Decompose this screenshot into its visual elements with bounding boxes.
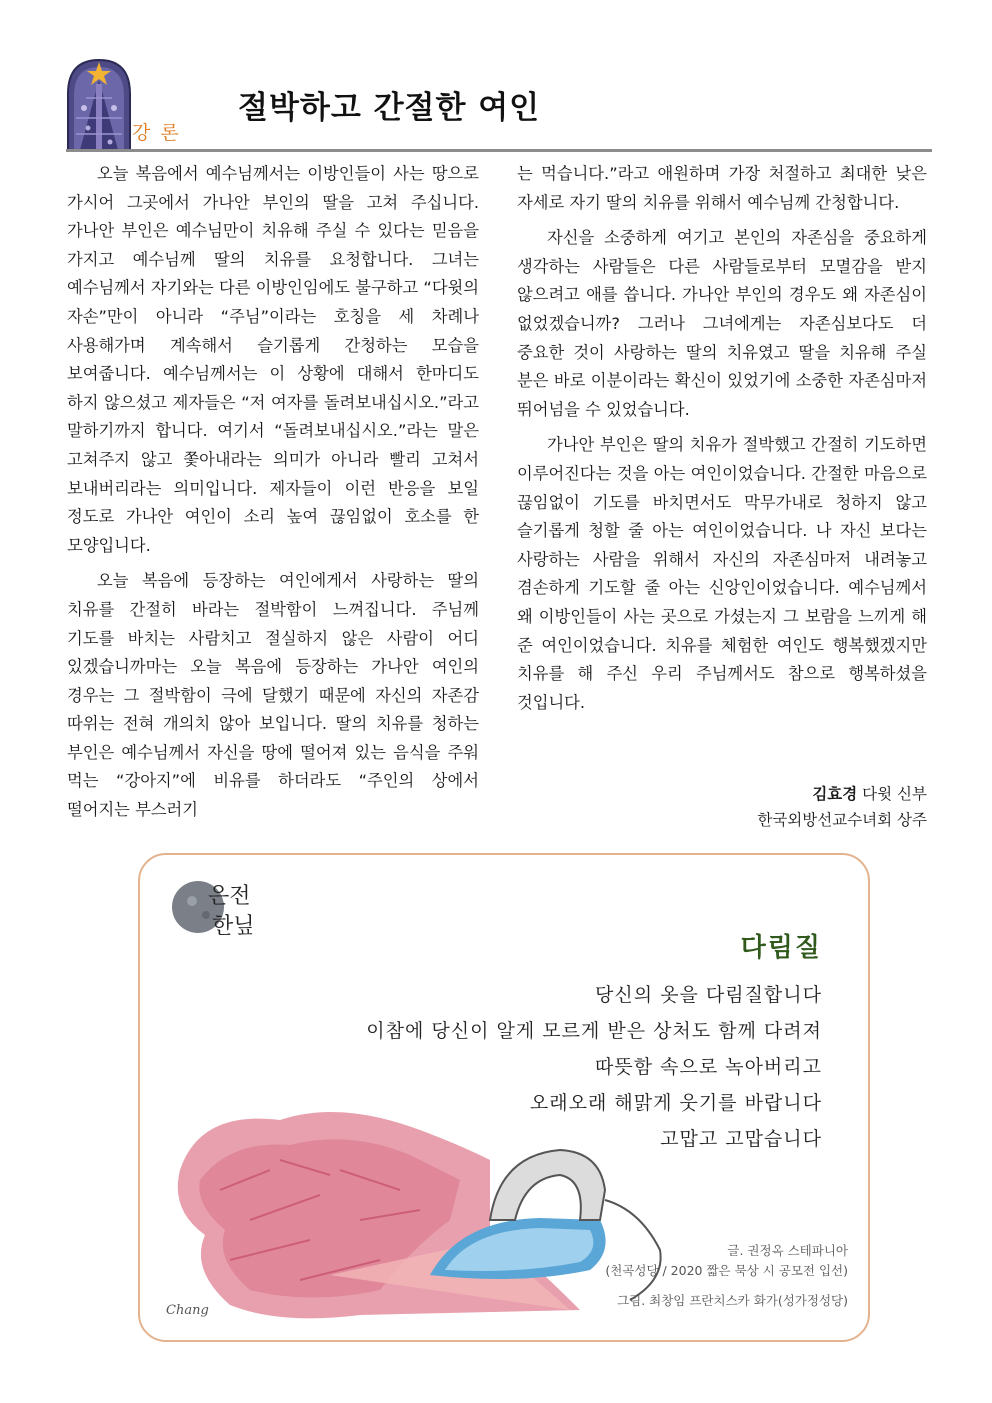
poem-line: 당신의 옷을 다림질합니다 — [595, 984, 822, 1006]
iron-handle — [490, 1150, 605, 1220]
credit-source: (천곡성당 / 2020 짧은 묵상 시 공모전 입선) — [605, 1263, 848, 1278]
header-divider — [66, 149, 932, 152]
author-name: 김효경 — [812, 785, 858, 803]
poem-credits — [605, 1241, 848, 1311]
svg-text:은전: 은전 — [208, 884, 251, 909]
article-column-left — [67, 160, 479, 832]
eunjeon-hannip-logo — [168, 873, 278, 947]
ironing-illustration — [160, 1100, 680, 1332]
poem-line: 이참에 당신이 알게 모르게 받은 상처도 함께 다려져 — [366, 1020, 822, 1042]
article-title: 절박하고 간절한 여인 — [238, 90, 541, 126]
article-paragraph: 오늘 복음에 등장하는 여인에게서 사랑하는 딸의 치유를 간절히 바라는 절박함이 느껴집니다. 주님께 기도를 바치는 사람치고 절실하지 않은 사람이 어디 있겠습니까마는 오늘 복음에 등장하는 가나안 여인의 경우는 그 절박함이 극에 달했기 때문에 자신의 자존감 따위는 전혀 개의치 않아 보입니다. 딸의 치유를 청하는 부인은 예수님께서 자신을 땅에 떨어져 있는 음식을 주워 먹는 “강아지”에 비유를 하더라도 “주인의 상에서 떨어지는 부스러기 — [67, 571, 479, 820]
credit-artist: 그림. 최창임 프란치스카 화가(성가정성당) — [617, 1293, 848, 1308]
article-paragraph-continued: 는 먹습니다.”라고 애원하며 가장 처절하고 최대한 낮은 자세로 자기 딸의 치유를 위해서 예수님께 간청합니다. — [517, 164, 927, 212]
poem-line: 고맙고 고맙습니다 — [660, 1128, 822, 1150]
poem-card — [138, 853, 870, 1342]
author-title: 다윗 신부 — [862, 785, 927, 803]
author-organization: 한국외방선교수녀회 상주 — [757, 811, 927, 829]
page-header — [66, 58, 932, 152]
poem-line: 오래오래 해맑게 웃기를 바랍니다 — [529, 1092, 822, 1114]
poem-title: 다림질 — [740, 933, 822, 963]
svg-text:한닢: 한닢 — [212, 914, 255, 939]
artist-signature: Chang — [166, 1303, 209, 1318]
section-label: 강론 — [132, 122, 189, 144]
poem-line: 따뜻함 속으로 녹아버리고 — [595, 1056, 822, 1078]
article-column-right — [517, 160, 927, 724]
article-paragraph: 가나안 부인은 딸의 치유가 절박했고 간절히 기도하면 이루어진다는 것을 아는 여인이었습니다. 간절한 마음으로 끊임없이 기도를 바치면서도 막무가내로 청하지 않고 슬기롭게 청할 줄 아는 여인이었습니다. 나 자신 보다는 사랑하는 사람을 위해서 자신의 자존심마저 내려놓고 겸손하게 기도할 줄 아는 신앙인이었습니다. 예수님께서 왜 이방인들이 사는 곳으로 가셨는지 그 보람을 느끼게 해 준 여인이었습니다. 치유를 체험한 여인도 행복했겠지만 치유를 해 주신 우리 주님께서도 참으로 행복하셨을 것입니다. — [517, 435, 927, 712]
article-paragraph: 자신을 소중하게 여기고 본인의 자존심을 중요하게 생각하는 사람들은 다른 사람들로부터 모멸감을 받지 않으려고 애를 씁니다. 가나안 부인의 경우도 왜 자존심이 없었겠습니까? 그러나 그녀에게는 자존심보다도 더 중요한 것이 사랑하는 딸의 치유였고 딸을 치유해 주실 분은 바로 이분이라는 확신이 있었기에 소중한 자존심마저 뛰어넘을 수 있었습니다. — [517, 228, 927, 419]
stained-glass-window-icon — [66, 58, 132, 150]
article-paragraph: 오늘 복음에서 예수님께서는 이방인들이 사는 땅으로 가시어 그곳에서 가나안 부인의 딸을 고쳐 주십니다. 가나안 부인은 예수님만이 치유해 주실 수 있다는 믿음을 가지고 예수님께 딸의 치유를 요청합니다. 그녀는 예수님께서 자기와는 다른 이방인임에도 불구하고 “다윗의 자손”만이 아니라 “주님”이라는 호칭을 세 차례나 사용해가며 계속해서 슬기롭게 간청하는 모습을 보여줍니다. 예수님께서는 이 상황에 대해서 한마디도 하지 않으셨고 제자들은 “저 여자를 돌려보내십시오.”라고 말하기까지 합니다. 여기서 “돌려보내십시오.”라는 말은 고쳐주지 않고 쫓아내라는 의미가 아니라 빨리 고쳐서 보내버리라는 의미입니다. 제자들이 이런 반응을 보일 정도로 가나안 여인이 소리 높여 끊임없이 호소를 한 모양입니다. — [67, 164, 479, 555]
credit-writer: 글. 권정옥 스테파니아 — [727, 1243, 848, 1258]
author-byline — [517, 781, 927, 833]
